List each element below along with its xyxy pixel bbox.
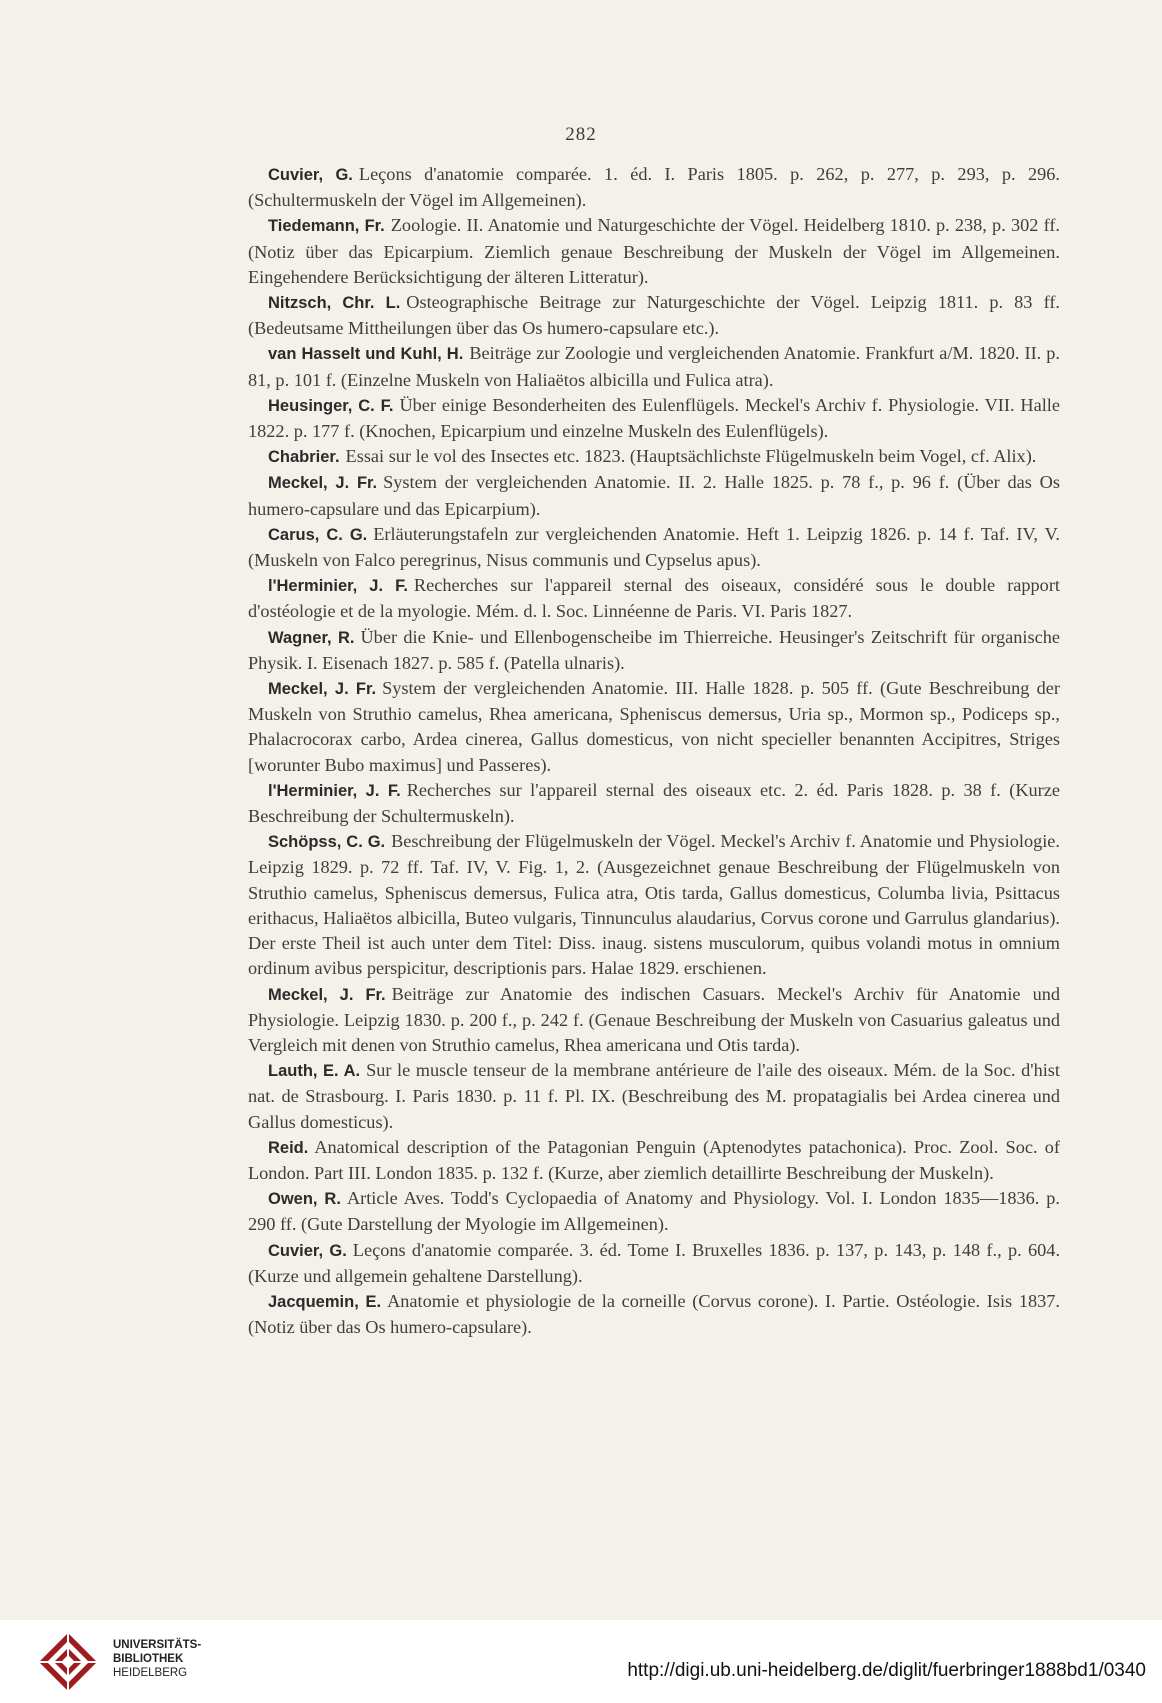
bibliography-entry: [248, 522, 1060, 573]
entry-author: Meckel, J. Fr.: [268, 680, 377, 699]
bibliography-entry: [248, 778, 1060, 829]
entry-text: Leçons d'anatomie comparée. 3. éd. Tome I. Bruxelles 1836. p. 137, p. 143, p. 148 f., p. 604. (Kurze und allgemein gehaltene Darstellung).: [248, 1239, 1061, 1286]
entry-author: Tiedemann, Fr.: [268, 217, 385, 236]
bibliography-entry: [248, 1135, 1060, 1186]
entry-text: Über einige Besonderheiten des Eulenflügels. Meckel's Archiv f. Physiologie. VII. Halle 1822. p. 177 f. (Knochen, Epicarpium und einzelne Muskeln des Eulenflügels).: [248, 394, 1060, 442]
library-name-line: HEIDELBERG: [113, 1667, 188, 1679]
entry-text: Osteographische Beitrage zur Naturgeschichte der Vögel. Leipzig 1811. p. 83 ff. (Bedeutsame Mittheilungen über das Os humero-capsulare etc.).: [248, 292, 1060, 339]
source-url-link[interactable]: http://digi.ub.uni-heidelberg.de/diglit/fuerbringer1888bd1/0340: [627, 1660, 1146, 1681]
entry-text: Article Aves. Todd's Cyclopaedia of Anatomy and Physiology. Vol. I. London 1835—1836. p. 290 ff. (Gute Darstellung der Myologie im Allgemeinen).: [248, 1188, 1060, 1235]
bibliography-entry: [248, 1238, 1060, 1289]
entry-text: System der vergleichenden Anatomie. III. Halle 1828. p. 505 ff. (Gute Beschreibung der Muskeln von Struthio camelus, Rhea americana, Spheniscus demersus, Uria sp., Mormon sp., Podiceps sp., Phalacrocorax carbo, Ardea cinerea, Gallus domesticus, von nicht specieller benannten Accipitres, Striges [worunter Bubo maximus] und Passeres).: [248, 678, 1060, 775]
page-number: 282: [565, 124, 597, 145]
entry-text: Recherches sur l'appareil sternal des oiseaux etc. 2. éd. Paris 1828. p. 38 f. (Kurze Beschreibung der Schultermuskeln).: [248, 779, 1060, 827]
entry-text: Beiträge zur Anatomie des indischen Casuars. Meckel's Archiv für Anatomie und Physiologie. Leipzig 1830. p. 200 f., p. 242 f. (Genaue Beschreibung der Muskeln von Casuarius galeatus und Vergleich mit denen von Struthio camelus, Rhea americana und Otis tarda).: [248, 983, 1060, 1055]
bibliography-entry: [248, 470, 1060, 521]
entry-author: l'Herminier, J. F.: [268, 577, 408, 596]
entry-text: Anatomie et physiologie de la corneille (Corvus corone). I. Partie. Ostéologie. Isis 1837. (Notiz über das Os humero-capsulare).: [248, 1290, 1060, 1338]
entry-text: Beiträge zur Zoologie und vergleichenden Anatomie. Frankfurt a/M. 1820. II. p. 81, p. 101 f. (Einzelne Muskeln von Haliaëtos albicilla und Fulica atra).: [248, 343, 1060, 390]
university-seal-icon: [36, 1630, 100, 1694]
entry-text: Recherches sur l'appareil sternal des oiseaux, considéré sous le double rapport d'ostéologie et de la myologie. Mém. d. l. Soc. Linnéenne de Paris. VI. Paris 1827.: [248, 575, 1060, 622]
bibliography-entry: [248, 829, 1060, 981]
bibliography-list: [248, 162, 1060, 1340]
entry-author: van Hasselt und Kuhl, H.: [268, 345, 464, 364]
entry-text: Über die Knie- und Ellenbogenscheibe im Thierreiche. Heusinger's Zeitschrift für organische Physik. I. Eisenach 1827. p. 585 f. (Patella ulnaris).: [248, 626, 1060, 673]
library-name-line: UNIVERSITÄTS-: [113, 1639, 202, 1651]
bibliography-entry: [248, 162, 1060, 213]
entry-text: Sur le muscle tenseur de la membrane antérieure de l'aile des oiseaux. Mém. de la Soc. d'hist nat. de Strasbourg. I. Paris 1830. p. 11 f. Pl. IX. (Beschreibung des M. propatagialis bei Ardea cinerea und Gallus domesticus).: [248, 1060, 1061, 1132]
library-name: [113, 1638, 201, 1680]
entry-text: Essai sur le vol des Insectes etc. 1823. (Hauptsächlichste Flügelmuskeln beim Vogel, cf. Alix).: [345, 446, 1037, 467]
bibliography-entry: [248, 393, 1060, 444]
entry-text: System der vergleichenden Anatomie. II. 2. Halle 1825. p. 78 f., p. 96 f. (Über das Os humero-capsulare und das Epicarpium).: [248, 472, 1060, 519]
entry-author: Wagner, R.: [268, 628, 355, 647]
library-name-line: BIBLIOTHEK: [113, 1653, 184, 1665]
entry-author: Heusinger, C. F.: [268, 396, 394, 415]
entry-author: Meckel, J. Fr.: [268, 985, 386, 1004]
digitization-footer: [0, 1620, 1162, 1703]
entry-author: Chabrier.: [268, 448, 340, 467]
entry-author: Nitzsch, Chr. L.: [268, 294, 401, 313]
bibliography-entry: [248, 1289, 1060, 1340]
entry-author: Owen, R.: [268, 1190, 341, 1209]
entry-text: Zoologie. II. Anatomie und Naturgeschichte der Vögel. Heidelberg 1810. p. 238, p. 302 ff. (Notiz über das Epicarpium. Ziemlich genaue Beschreibung der Muskeln der Vögel im Allgemeinen. Eingehendere Berücksichtigung der älteren Litteratur).: [248, 215, 1060, 287]
entry-author: Meckel, J. Fr.: [268, 474, 378, 493]
bibliography-entry: [248, 1058, 1060, 1135]
entry-author: Schöpss, C. G.: [268, 833, 386, 852]
bibliography-entry: [248, 1186, 1060, 1237]
bibliography-entry: [248, 290, 1060, 341]
entry-author: Lauth, E. A.: [268, 1062, 361, 1081]
entry-author: Cuvier, G.: [268, 1241, 347, 1260]
entry-text: Anatomical description of the Patagonian Penguin (Aptenodytes patachonica). Proc. Zool. Soc. of London. Part III. London 1835. p. 132 f. (Kurze, aber ziemlich detaillirte Beschreibung der Muskeln).: [248, 1136, 1060, 1183]
entry-author: l'Herminier, J. F.: [268, 781, 401, 800]
bibliography-entry: [248, 573, 1060, 624]
entry-author: Reid.: [268, 1138, 309, 1157]
entry-author: Carus, C. G.: [268, 525, 368, 544]
bibliography-entry: [248, 982, 1060, 1059]
entry-author: Cuvier, G.: [268, 166, 353, 184]
bibliography-entry: [248, 625, 1060, 676]
bibliography-entry: [248, 676, 1060, 778]
bibliography-entry: [248, 444, 1060, 470]
entry-text: Beschreibung der Flügelmuskeln der Vögel. Meckel's Archiv f. Anatomie und Physiologie. Leipzig 1829. p. 72 ff. Taf. IV, V. Fig. 1, 2. (Ausgezeichnet genaue Beschreibung der Flügelmuskeln von Struthio camelus, Spheniscus demersus, Fulica atra, Otis tarda, Gallus domesticus, Columba livia, Psittacus erithacus, Haliaëtos albicilla, Buteo vulgaris, Tinnunculus alaudarius, Corvus corone und Garrulus glandarius). Der erste Theil ist auch unter dem Titel: Diss. inaug. sistens musculorum, quibus volandi motus in omnium ordinum avibus perspicitur, descriptionis pars. Halae 1829. erschienen.: [248, 831, 1060, 979]
entry-author: Jacquemin, E.: [268, 1292, 382, 1311]
entry-text: Leçons d'anatomie comparée. 1. éd. I. Paris 1805. p. 262, p. 277, p. 293, p. 296. (Schultermuskeln der Vögel im Allgemeinen).: [248, 164, 1060, 211]
bibliography-entry: [248, 341, 1060, 392]
bibliography-entry: [248, 213, 1060, 290]
entry-text: Erläuterungstafeln zur vergleichenden Anatomie. Heft 1. Leipzig 1826. p. 14 f. Taf. IV, V. (Muskeln von Falco peregrinus, Nisus communis und Cypselus apus).: [248, 523, 1060, 571]
